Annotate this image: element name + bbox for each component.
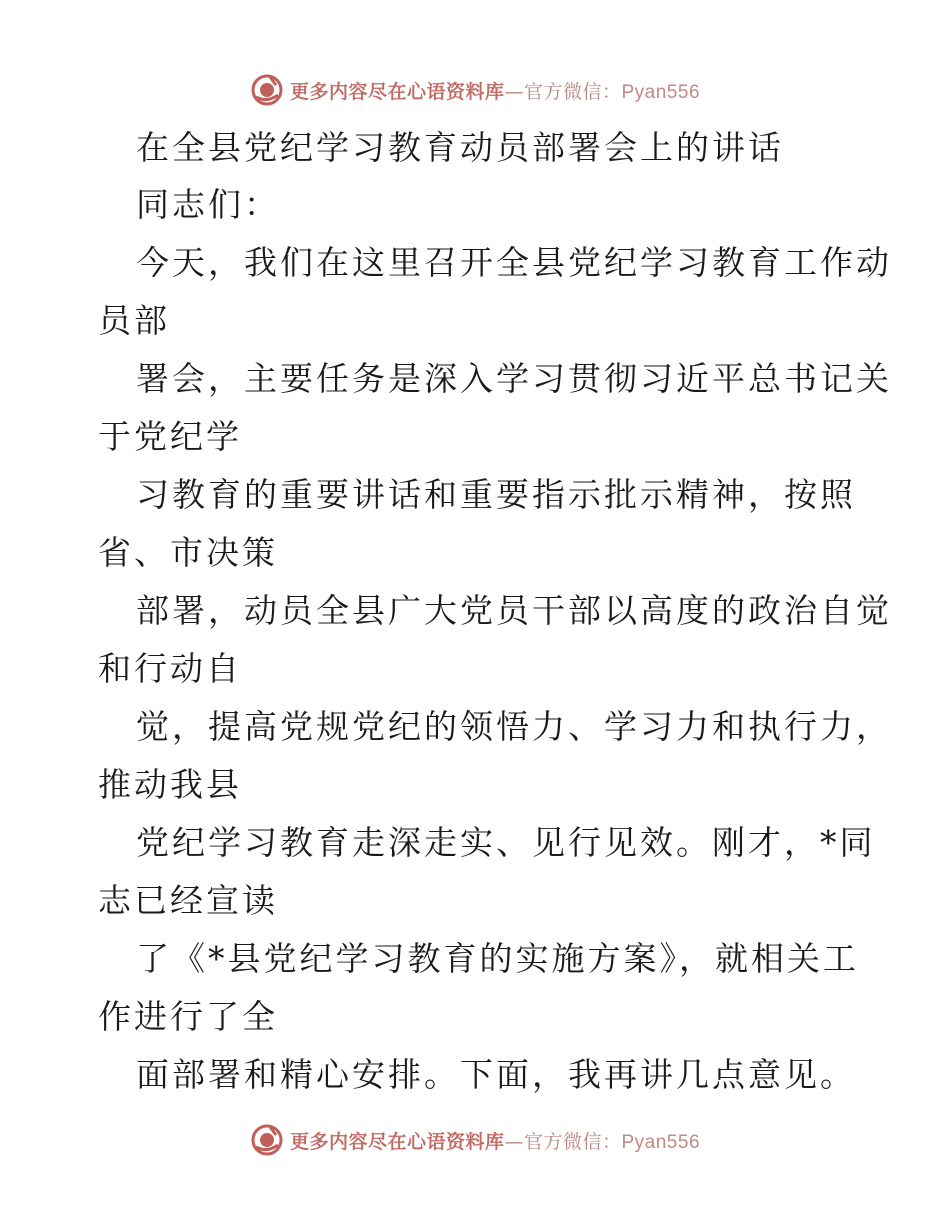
watermark-banner-top (0, 70, 950, 110)
paragraph-line: 部署，动员全县广大党员干部以高度的政治自觉 (136, 591, 892, 630)
paragraph-line: 和行动自 (98, 649, 242, 688)
paragraph-line: 于党纪学 (98, 417, 242, 456)
salutation: 同志们： (136, 185, 280, 224)
paragraph-line: 党纪学习教育走深走实、见行见效。刚才，*同 (136, 823, 876, 862)
rosette-logo-icon (250, 73, 284, 107)
paragraph-line: 习教育的重要讲话和重要指示批示精神，按照 (136, 475, 856, 514)
watermark-text: 更多内容尽在心语资料库—官方微信：Pyan556 (289, 1130, 701, 1153)
rosette-logo-icon (250, 1123, 284, 1157)
watermark-text: 更多内容尽在心语资料库—官方微信：Pyan556 (289, 80, 701, 103)
paragraph-line: 署会，主要任务是深入学习贯彻习近平总书记关 (136, 359, 892, 398)
document-title: 在全县党纪学习教育动员部署会上的讲话 (136, 128, 784, 167)
paragraph-line: 省、市决策 (98, 533, 278, 572)
paragraph-line: 推动我县 (98, 765, 242, 804)
paragraph-line: 员部 (98, 301, 170, 340)
paragraph-line: 面部署和精心安排。下面，我再讲几点意见。 (136, 1055, 856, 1094)
paragraph-line: 作进行了全 (98, 997, 278, 1036)
paragraph-line: 志已经宣读 (98, 881, 278, 920)
paragraph-line: 了《*县党纪学习教育的实施方案》，就相关工 (136, 939, 859, 978)
paragraph-line: 今天，我们在这里召开全县党纪学习教育工作动 (136, 243, 892, 282)
paragraph-line: 觉，提高党规党纪的领悟力、学习力和执行力， (136, 707, 892, 746)
watermark-banner-bottom (0, 1120, 950, 1160)
